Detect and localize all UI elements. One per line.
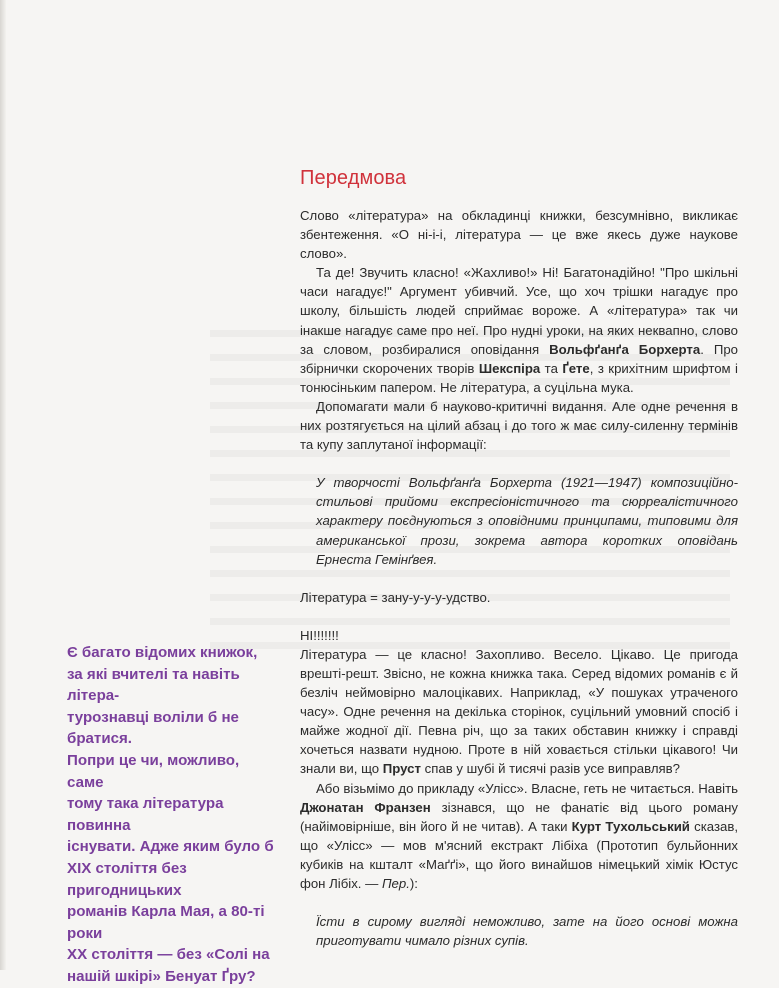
- paragraph: Література — це класно! Захопливо. Весело. Цікаво. Це пригода врешті-решт. Звісно, не кожна книжка така. Серед відомих романів є й безліч неймовірно малоцікавих. Наприклад, «У пошуках утраченого часу». Одне речення на декілька сторінок, суцільний умовний спосіб і майже жодної дії. Певна річ, що за таких обставин книжку і справді хочеться назвати нудною. Проте в ній ховається стільки цікавого! Чи знали ви, що Пруст спав у шубі й тисячі разів усе виправляв?: [300, 646, 738, 777]
- pull-quote-line: нашій шкірі» Бенуат Ґру?: [67, 967, 256, 985]
- pull-quote-line: Попри це чи, можливо, саме: [67, 751, 240, 791]
- paragraph: НІ!!!!!!!: [300, 627, 339, 643]
- pull-quote-line: існувати. Адже яким було б: [67, 838, 274, 856]
- author-name: Курт Тухольський: [571, 818, 690, 834]
- block-quote: Їсти в сирому вигляді неможливо, зате на його основі можна приготувати чимало різних супів.: [316, 914, 738, 949]
- pull-quote-line: Є багато відомих книжок,: [67, 644, 258, 661]
- pull-quote-line: турознавці воліли б не братися.: [67, 708, 239, 748]
- paragraph: Допомагати мали б науково-критичні видання. Але одне речення в них розтягується на цілий абзац і до того ж має силу-силенну термінів та купу заплутаної інформації:: [300, 398, 738, 453]
- main-text: [300, 206, 738, 950]
- translator-note: Пер.: [381, 876, 410, 891]
- author-name: Пруст: [382, 761, 421, 777]
- pull-quote-line: за які вчителі та навіть літера-: [67, 665, 240, 705]
- paragraph: Або візьмімо до прикладу «Улісс». Власне, геть не читається. Навіть Джонатан Франзен зізнався, що не фанатіє від цього роману (найімовірніше, він його й не читав). А таки Курт Тухольський сказав, що «Улісс» — мов м'ясний екстракт Лібіха (Прототип бульйонних кубиків на кшталт «Маґґі», що його винайшов німецький хімік Юстус фон Лібіх. — Пер.):: [300, 780, 738, 891]
- author-name: Джонатан Франзен: [300, 799, 431, 815]
- pull-quote-line: XIX століття без пригодницьких: [67, 859, 187, 899]
- pull-quote-line: XX століття — без «Солі на: [67, 946, 270, 964]
- sidebar-pull-quote: [67, 642, 279, 988]
- author-name: Ґете: [562, 360, 590, 376]
- paragraph: Слово «література» на обкладинці книжки, безсумнівно, викликає збентеження. «О ні-і-і, література — це вже якесь дуже наукове слово».: [300, 208, 738, 262]
- author-name: Вольфґанґа Борхерта: [549, 341, 701, 357]
- pull-quote-line: тому така література повинна: [67, 795, 224, 834]
- page-edge: [0, 0, 6, 970]
- paragraph: Література = зану-у-у-у-удство.: [300, 589, 491, 605]
- paragraph: Та де! Звучить класно! «Жахливо!» Ні! Багатонадійно! "Про шкільні часи нагадує!" Аргумент убивчий. Усе, що хоч трішки нагадує про школу, більшість людей сприймає вороже. А «література» так чи інакше нагадує саме про неї. Про нудні уроки, на яких неквапно, слово за словом, розбиралися оповідання Вольфґанґа Борхерта. Про збірнички скорочених творів Шекспіра та Ґете, з крихітним шрифтом і тонюсіньким папером. Не література, а суцільна мука.: [300, 265, 738, 395]
- pull-quote-line: романів Карла Мая, а 80-ті роки: [67, 903, 265, 942]
- block-quote: У творчості Вольфґанґа Борхерта (1921—1947) композиційно-стильові прийоми експресіоністичного та сюрреалістичного характеру поєднуються з оповідними принципами, типовими для американської прози, зокрема автора коротких оповідань Ернеста Гемінґвея.: [316, 475, 738, 567]
- author-name: Шекспіра: [478, 360, 541, 376]
- section-title: Передмова: [300, 167, 407, 189]
